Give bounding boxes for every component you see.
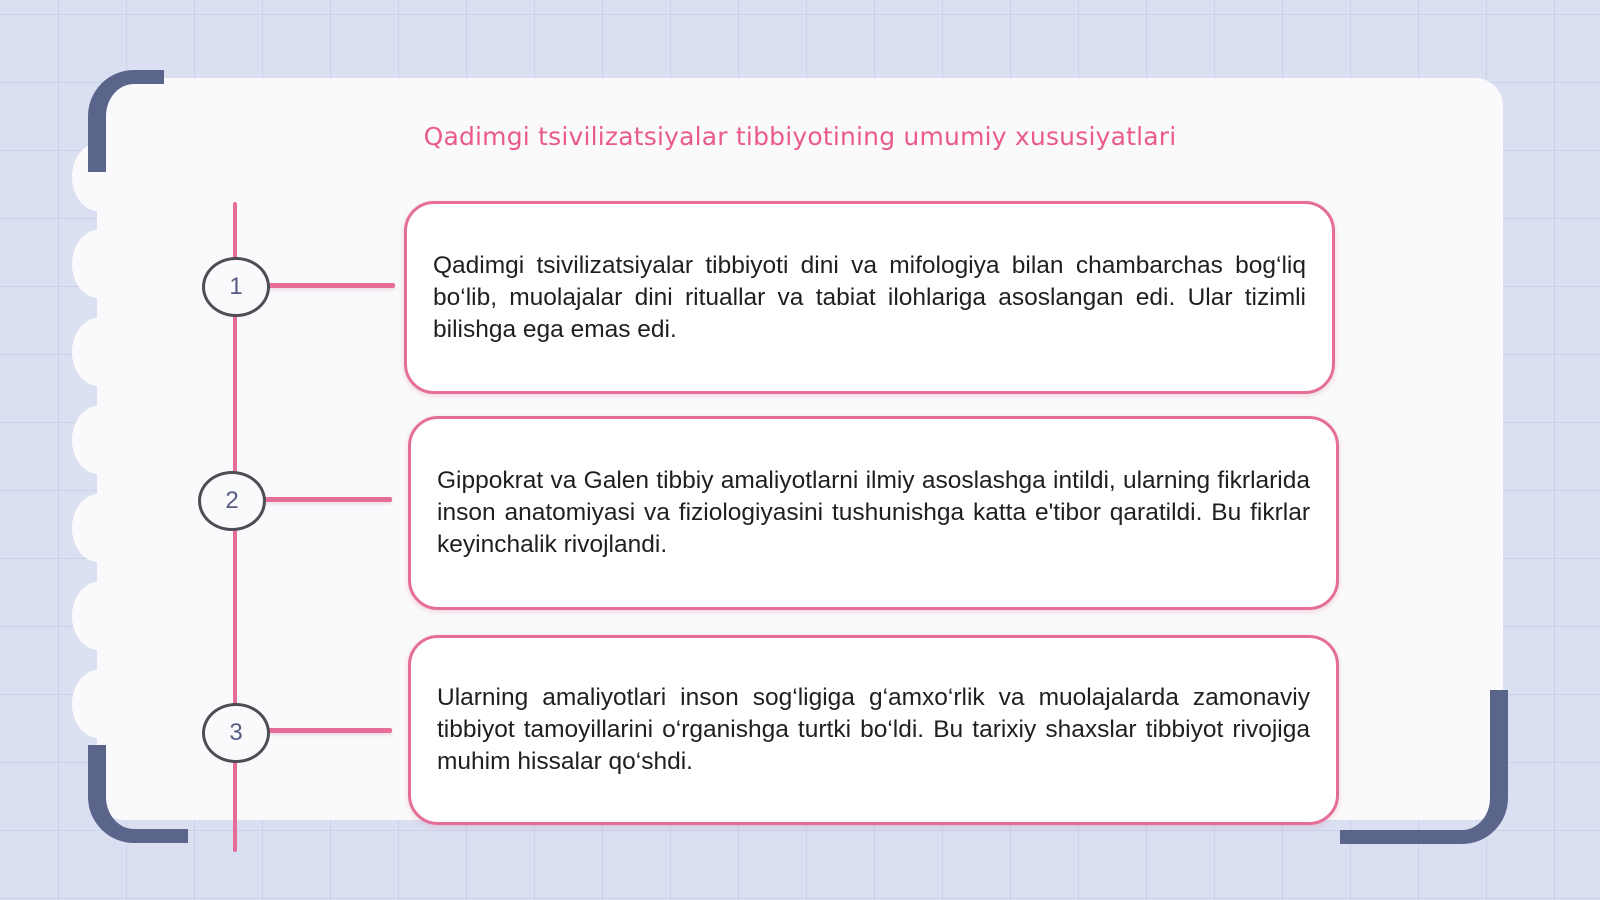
scallop-edge — [72, 582, 124, 650]
timeline-connector — [265, 283, 395, 288]
scallop-edge — [72, 406, 124, 474]
scallop-edge — [72, 670, 124, 738]
step-number-badge: 3 — [202, 703, 270, 763]
slide-title: Qadimgi tsivilizatsiyalar tibbiyotining umumiy xususiyatlari — [423, 122, 1177, 151]
timeline-card — [408, 635, 1339, 825]
scallop-edge — [72, 494, 124, 562]
timeline-card-text: Qadimgi tsivilizatsiyalar tibbiyoti dini va mifologiya bilan chambarchas bog‘liq bo‘lib, muolajalar dini rituallar va tabiat ilohlariga asoslangan edi. Ular tizimli bilishga ega emas edi. — [433, 251, 1306, 343]
timeline-connector — [262, 497, 392, 502]
corner-bracket-bottom-right — [1340, 690, 1508, 844]
timeline-card-text: Gippokrat va Galen tibbiy amaliyotlarni ilmiy asoslashga intildi, ularning fikrlarida inson anatomiyasi va fiziologiyasini tushunishga katta e'tibor qaratildi. Bu fikrlar keyinchalik rivojlandi. — [437, 467, 1310, 558]
corner-bracket-top-left — [88, 70, 164, 172]
timeline-card-text: Ularning amaliyotlari inson sog‘ligiga g‘amxo‘rlik va muolajalarda zamonaviy tibbiyot tamoyillarini o‘rganishga turtki bo‘ldi. Bu tarixiy shaxslar tibbiyot rivojiga muhim hissalar qo‘shdi. — [437, 684, 1310, 775]
timeline-connector — [265, 728, 392, 733]
corner-bracket-bottom-left — [88, 745, 188, 843]
step-number-badge: 1 — [202, 257, 270, 317]
scallop-edge — [72, 318, 124, 386]
timeline-card — [408, 416, 1339, 610]
scallop-edge — [72, 230, 124, 298]
timeline-card — [404, 201, 1335, 394]
step-number-badge: 2 — [198, 471, 266, 531]
